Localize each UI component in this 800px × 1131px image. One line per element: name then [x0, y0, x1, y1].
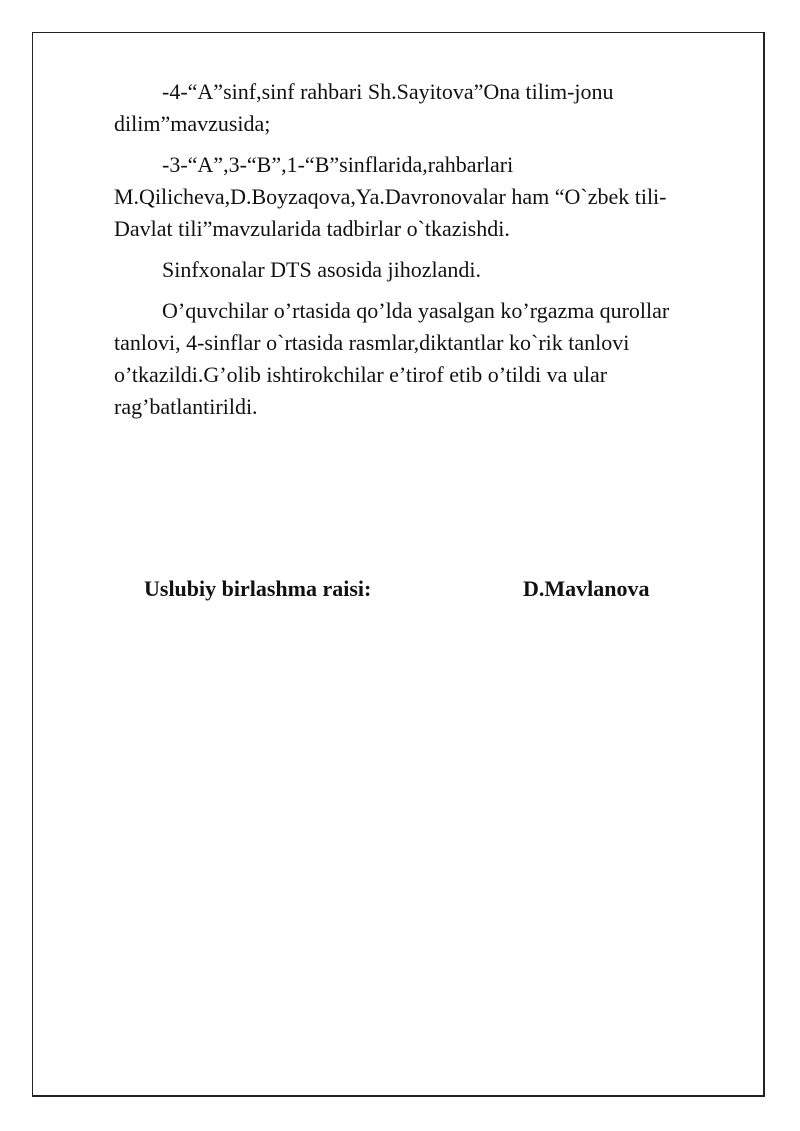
text-line: Davlat tili”mavzularida tadbirlar o`tkazishdi. — [114, 216, 510, 241]
paragraph-class-4a — [114, 76, 734, 140]
paragraph-contest — [114, 295, 734, 423]
text-line: M.Qilicheva,D.Boyzaqova,Ya.Davronovalar ham “O`zbek tili- — [114, 184, 667, 209]
signature-block — [0, 576, 800, 610]
signature-name: D.Mavlanova — [523, 576, 650, 601]
text-line: -3-“A”,3-“B”,1-“B”sinflarida,rahbarlari — [162, 152, 514, 177]
text-line: -4-“A”sinf,sinf rahbari Sh.Sayitova”Ona tilim-jonu — [162, 79, 614, 104]
text-line: O’quvchilar o’rtasida qo’lda yasalgan ko’rgazma qurollar — [162, 298, 670, 323]
text-line: o’tkazildi.G’olib ishtirokchilar e’tirof etib o’tildi va ular — [114, 362, 608, 387]
paragraph-classrooms — [114, 254, 734, 286]
text-line: tanlovi, 4-sinflar o`rtasida rasmlar,diktantlar ko`rik tanlovi — [114, 330, 630, 355]
document-body — [114, 76, 734, 432]
text-line: Sinfxonalar DTS asosida jihozlandi. — [162, 257, 481, 282]
paragraph-classes-3a-3b-1b — [114, 149, 734, 245]
text-line: dilim”mavzusida; — [114, 111, 271, 136]
text-line: rag’batlantirildi. — [114, 394, 258, 419]
signature-title: Uslubiy birlashma raisi: — [144, 576, 372, 601]
